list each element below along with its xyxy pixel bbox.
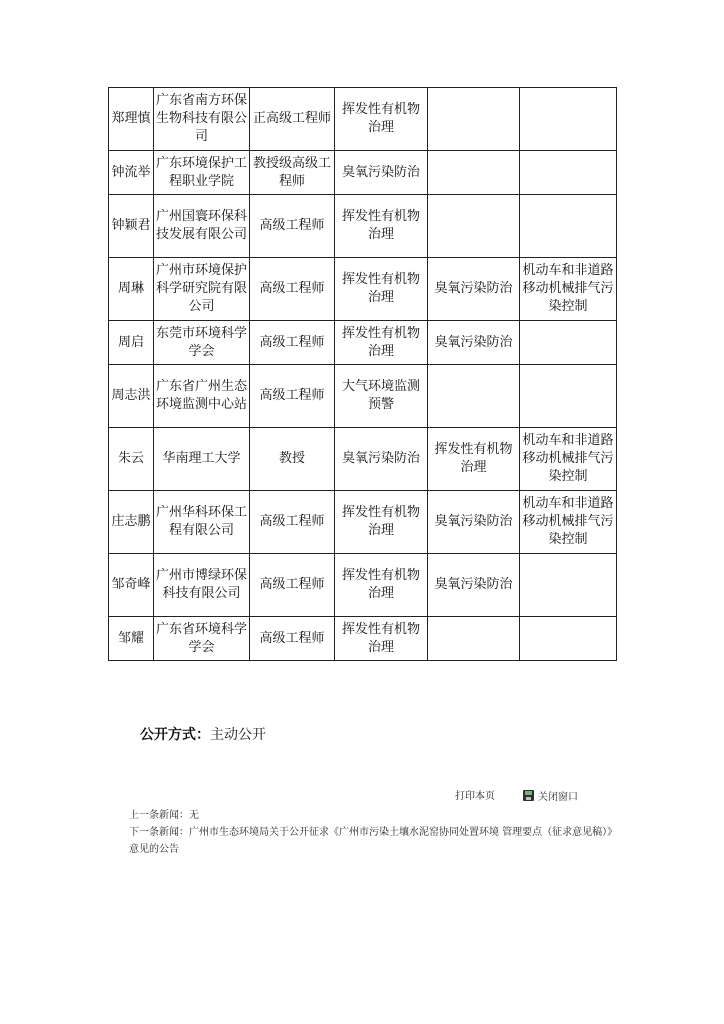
prev-news-label: 上一条新闻：	[129, 810, 189, 821]
cell-field-3	[520, 88, 617, 151]
cell-title: 高级工程师	[250, 195, 335, 258]
cell-title: 高级工程师	[250, 258, 335, 321]
cell-organization: 广东省广州生态环境监测中心站	[154, 365, 250, 428]
cell-field-2	[428, 151, 520, 195]
next-news-label: 下一条新闻：	[129, 827, 189, 838]
cell-field-2: 臭氧污染防治	[428, 321, 520, 365]
table-row	[109, 491, 617, 554]
cell-name: 周琳	[109, 258, 154, 321]
cell-title: 高级工程师	[250, 617, 335, 661]
cell-organization: 广州华科环保工程有限公司	[154, 491, 250, 554]
cell-field-3	[520, 365, 617, 428]
cell-field-1: 大气环境监测预警	[335, 365, 428, 428]
cell-title: 高级工程师	[250, 365, 335, 428]
table-row	[109, 151, 617, 195]
cell-field-1: 挥发性有机物治理	[335, 88, 428, 151]
cell-name: 周启	[109, 321, 154, 365]
cell-title: 高级工程师	[250, 491, 335, 554]
table-row	[109, 365, 617, 428]
cell-field-2: 挥发性有机物治理	[428, 428, 520, 491]
cell-organization: 广州市环境保护科学研究院有限公司	[154, 258, 250, 321]
prev-news-value: 无	[189, 810, 199, 821]
cell-organization: 广东省南方环保生物科技有限公司	[154, 88, 250, 151]
experts-table-body	[109, 88, 617, 661]
table-row	[109, 258, 617, 321]
cell-name: 钟流举	[109, 151, 154, 195]
table-row	[109, 88, 617, 151]
cell-field-2	[428, 617, 520, 661]
cell-field-1: 臭氧污染防治	[335, 151, 428, 195]
cell-field-3	[520, 151, 617, 195]
cell-name: 周志洪	[109, 365, 154, 428]
cell-organization: 广州国寰环保科技发展有限公司	[154, 195, 250, 258]
close-window-link[interactable]	[523, 790, 578, 805]
table-row	[109, 617, 617, 661]
cell-field-2: 臭氧污染防治	[428, 491, 520, 554]
next-news	[129, 824, 617, 858]
cell-field-1: 挥发性有机物治理	[335, 258, 428, 321]
cell-name: 邹耀	[109, 617, 154, 661]
cell-field-2	[428, 88, 520, 151]
cell-field-1: 挥发性有机物治理	[335, 195, 428, 258]
floppy-disk-icon	[523, 790, 534, 801]
cell-field-2: 臭氧污染防治	[428, 258, 520, 321]
table-row	[109, 195, 617, 258]
table-row	[109, 428, 617, 491]
cell-field-3: 机动车和非道路移动机械排气污染控制	[520, 428, 617, 491]
cell-field-3	[520, 321, 617, 365]
cell-field-2: 臭氧污染防治	[428, 554, 520, 617]
cell-title: 教授级高级工程师	[250, 151, 335, 195]
cell-title: 正高级工程师	[250, 88, 335, 151]
cell-organization: 广东环境保护工程职业学院	[154, 151, 250, 195]
cell-field-1: 挥发性有机物治理	[335, 617, 428, 661]
cell-title: 高级工程师	[250, 321, 335, 365]
disclosure-method	[140, 726, 266, 744]
cell-organization: 华南理工大学	[154, 428, 250, 491]
cell-name: 郑理慎	[109, 88, 154, 151]
cell-title: 高级工程师	[250, 554, 335, 617]
news-navigation	[129, 807, 617, 858]
cell-title: 教授	[250, 428, 335, 491]
prev-news	[129, 807, 617, 824]
close-window-label: 关闭窗口	[538, 792, 578, 803]
cell-field-3	[520, 617, 617, 661]
cell-field-2	[428, 365, 520, 428]
table-row	[109, 554, 617, 617]
next-news-link[interactable]: 广州市生态环境局关于公开征求《广州市污染土壤水泥窑协同处置环境 管理要点（征求意见稿）》意见的公告	[129, 827, 613, 855]
experts-table	[108, 87, 617, 661]
cell-field-1: 挥发性有机物治理	[335, 554, 428, 617]
cell-field-3: 机动车和非道路移动机械排气污染控制	[520, 258, 617, 321]
cell-field-2	[428, 195, 520, 258]
cell-field-3	[520, 554, 617, 617]
disclosure-value: 主动公开	[210, 727, 266, 743]
cell-name: 钟颖君	[109, 195, 154, 258]
cell-field-3: 机动车和非道路移动机械排气污染控制	[520, 491, 617, 554]
print-page-link[interactable]: 打印本页	[455, 791, 495, 802]
cell-organization: 广东省环境科学学会	[154, 617, 250, 661]
table-row	[109, 321, 617, 365]
cell-organization: 东莞市环境科学学会	[154, 321, 250, 365]
cell-field-1: 挥发性有机物治理	[335, 491, 428, 554]
cell-name: 邹奇峰	[109, 554, 154, 617]
cell-name: 朱云	[109, 428, 154, 491]
cell-name: 庄志鹏	[109, 491, 154, 554]
cell-field-1: 挥发性有机物治理	[335, 321, 428, 365]
cell-organization: 广州市博绿环保科技有限公司	[154, 554, 250, 617]
cell-field-1: 臭氧污染防治	[335, 428, 428, 491]
cell-field-3	[520, 195, 617, 258]
disclosure-label: 公开方式：	[140, 727, 210, 743]
